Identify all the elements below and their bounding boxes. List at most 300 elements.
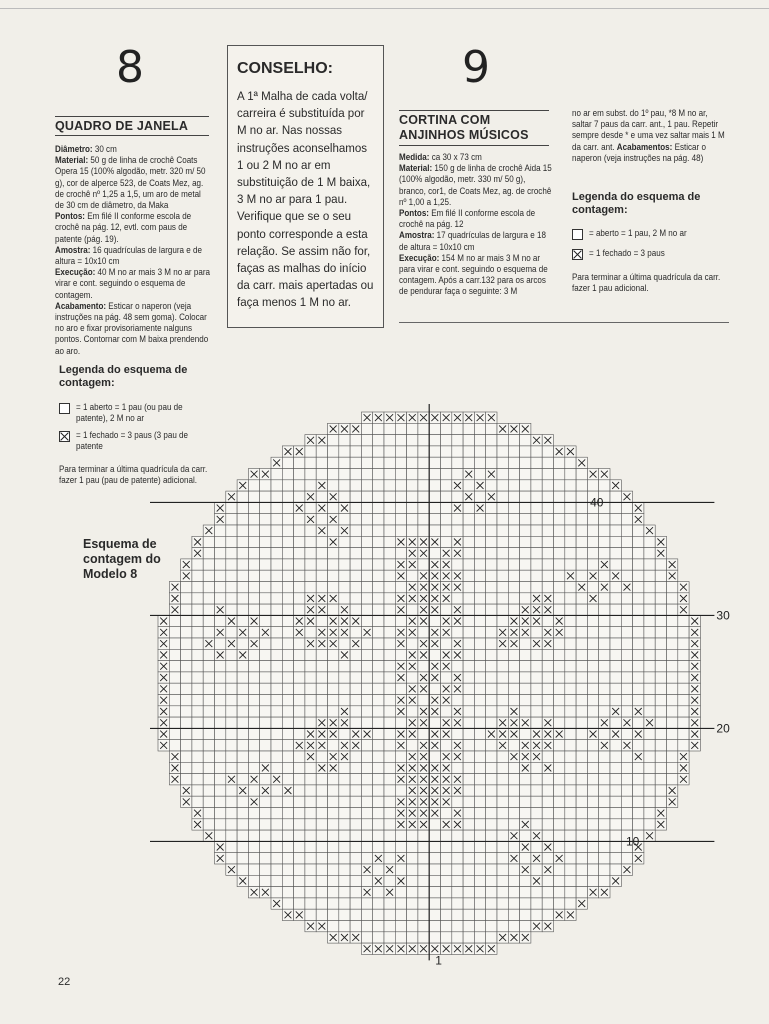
chart-cell (384, 808, 395, 819)
chart-cell (531, 819, 542, 830)
chart-cell (554, 706, 565, 717)
chart-cell (350, 909, 361, 920)
chart-cell (554, 661, 565, 672)
chart-cell (373, 762, 384, 773)
spec-text: 150 g de linha de crochê Aida 15 (100% algodão, metr. 330 m/ 50 g), branco, cor1, de Coats Mez, ag. de crochê nº 1,00 a 1,25. (399, 163, 552, 208)
chart-cell (260, 593, 271, 604)
chart-cell (497, 841, 508, 852)
chart-cell (508, 921, 519, 932)
chart-cell (463, 728, 474, 739)
chart-cell (599, 480, 610, 491)
chart-cell (271, 683, 282, 694)
chart-cell (328, 683, 339, 694)
chart-cell (215, 638, 226, 649)
chart-cell (181, 672, 192, 683)
chart-cell (339, 491, 350, 502)
chart-cell (294, 480, 305, 491)
chart-cell (395, 446, 406, 457)
chart-cell (316, 683, 327, 694)
chart-cell (576, 808, 587, 819)
chart-cell (361, 841, 372, 852)
chart-cell (554, 774, 565, 785)
chart-cell (474, 841, 485, 852)
chart-cell (644, 672, 655, 683)
chart-cell (282, 604, 293, 615)
chart-cell (305, 672, 316, 683)
chart-cell (203, 796, 214, 807)
chart-cell (441, 887, 452, 898)
chart-cell (554, 808, 565, 819)
chart-cell (655, 604, 666, 615)
chart-cell (610, 841, 621, 852)
chart-cell (497, 853, 508, 864)
chart-cell (339, 469, 350, 480)
chart-cell (429, 502, 440, 513)
chart-cell (542, 695, 553, 706)
chart-cell (260, 548, 271, 559)
chart-cell (418, 728, 429, 739)
chart-cell (621, 853, 632, 864)
chart-cell (474, 559, 485, 570)
chart-cell (373, 808, 384, 819)
chart-cell (576, 502, 587, 513)
chart-cell (305, 796, 316, 807)
chart-cell (474, 819, 485, 830)
chart-cell (463, 683, 474, 694)
chart-cell (169, 638, 180, 649)
chart-cell (621, 570, 632, 581)
chart-cell (508, 762, 519, 773)
chart-cell (644, 559, 655, 570)
chart-cell (508, 480, 519, 491)
chart-cell (587, 695, 598, 706)
chart-cell (576, 514, 587, 525)
chart-cell (576, 774, 587, 785)
chart-cell (486, 683, 497, 694)
chart-cell (452, 887, 463, 898)
chart-cell (644, 808, 655, 819)
chart-cell (384, 491, 395, 502)
chart-cell (350, 875, 361, 886)
chart-cell (248, 695, 259, 706)
chart-cell (418, 469, 429, 480)
chart-cell (587, 615, 598, 626)
chart-cell (542, 898, 553, 909)
finish-label: Acabamentos: (616, 141, 673, 153)
chart-cell (350, 819, 361, 830)
chart-cell (667, 695, 678, 706)
chart-cell (633, 762, 644, 773)
chart-cell (328, 909, 339, 920)
chart-cell (294, 785, 305, 796)
chart-cell (282, 898, 293, 909)
row-label-30: 30 (716, 608, 730, 623)
chart-cell (294, 819, 305, 830)
chart-cell (181, 717, 192, 728)
chart-cell (463, 604, 474, 615)
chart-cell (486, 649, 497, 660)
chart-cell (203, 559, 214, 570)
chart-cell (565, 762, 576, 773)
chart-cell (361, 604, 372, 615)
chart-cell (203, 570, 214, 581)
chart-cell (260, 604, 271, 615)
chart-cell (486, 559, 497, 570)
chart-cell (384, 774, 395, 785)
chart-cell (474, 446, 485, 457)
spec-label: Amostra: (55, 244, 91, 256)
chart-cell (508, 695, 519, 706)
chart-cell (350, 604, 361, 615)
chart-cell (339, 819, 350, 830)
chart-cell (587, 536, 598, 547)
chart-cell (350, 672, 361, 683)
chart-cell (215, 570, 226, 581)
chart-cell (328, 548, 339, 559)
chart-cell (271, 785, 282, 796)
chart-cell (678, 740, 689, 751)
chart-cell (384, 435, 395, 446)
chart-cell (350, 469, 361, 480)
chart-cell (441, 909, 452, 920)
chart-cell (678, 649, 689, 660)
chart-cell (463, 582, 474, 593)
chart-cell (407, 502, 418, 513)
chart-cell (384, 457, 395, 468)
chart-cell (282, 593, 293, 604)
chart-cell (474, 887, 485, 898)
chart-cell (305, 661, 316, 672)
chart-cell (474, 570, 485, 581)
chart-cell (474, 808, 485, 819)
chart-cell (339, 909, 350, 920)
chart-cell (350, 887, 361, 898)
chart-cell (633, 785, 644, 796)
chart-cell (395, 582, 406, 593)
chart-cell (215, 695, 226, 706)
chart-cell (237, 751, 248, 762)
chart-cell (621, 683, 632, 694)
model-9-spec-2 (399, 208, 552, 230)
chart-cell (497, 548, 508, 559)
chart-cell (271, 491, 282, 502)
chart-cell (599, 627, 610, 638)
chart-cell (508, 491, 519, 502)
chart-cell (610, 762, 621, 773)
chart-cell (441, 841, 452, 852)
chart-cell (373, 830, 384, 841)
chart-cell (531, 683, 542, 694)
chart-cell (633, 661, 644, 672)
chart-cell (565, 774, 576, 785)
chart-cell (395, 864, 406, 875)
chart-cell (181, 627, 192, 638)
chart-cell (169, 740, 180, 751)
chart-cell (361, 469, 372, 480)
chart-cell (599, 728, 610, 739)
chart-cell (621, 672, 632, 683)
chart-cell (644, 762, 655, 773)
chart-cell (294, 649, 305, 660)
chart-cell (260, 514, 271, 525)
chart-cell (282, 649, 293, 660)
chart-cell (486, 921, 497, 932)
chart-cell (294, 751, 305, 762)
chart-cell (237, 728, 248, 739)
chart-cell (237, 853, 248, 864)
chart-cell (508, 502, 519, 513)
chart-cell (248, 875, 259, 886)
chart-cell (203, 627, 214, 638)
chart-cell (520, 638, 531, 649)
chart-cell (486, 751, 497, 762)
chart-cell (418, 695, 429, 706)
chart-cell (260, 525, 271, 536)
chart-cell (655, 695, 666, 706)
chart-cell (531, 582, 542, 593)
chart-cell (226, 830, 237, 841)
chart-cell (667, 706, 678, 717)
chart-cell (463, 502, 474, 513)
chart-cell (418, 887, 429, 898)
chart-cell (384, 751, 395, 762)
chart-cell (384, 695, 395, 706)
chart-cell (554, 480, 565, 491)
chart-cell (384, 469, 395, 480)
chart-cell (361, 785, 372, 796)
chart-cell (373, 582, 384, 593)
chart-cell (237, 491, 248, 502)
spec-text: 50 g de linha de crochê Coats Opera 15 (100% algodão, metr. 320 m/ 50 g), cor de alperce 523, de Coats Mez, ag. de crochê nº 1,25 a 1,5, um aro de metal de 30 cm de diâmetro, da Maka (55, 155, 206, 212)
chart-cell (248, 830, 259, 841)
chart-cell (215, 796, 226, 807)
chart-cell (350, 683, 361, 694)
chart-cell (554, 548, 565, 559)
spec-label: Diâmetro: (55, 144, 93, 155)
chart-cell (339, 796, 350, 807)
chart-cell (610, 649, 621, 660)
chart-cell (497, 469, 508, 480)
chart-cell (350, 514, 361, 525)
chart-cell (407, 525, 418, 536)
chart-cell (373, 672, 384, 683)
spec-text: Em filé II conforme escola de crochê na pág. 12 (399, 208, 536, 231)
advice-text: A 1ª Malha de cada volta/ carreira é substituída por M no ar. Nas nossas instruções aconselhamos 1 ou 2 M no ar em substituição de 1 M baixa, 3 M no ar para 1 pau. Verifique que se o seu ponto corresponde a esta relação. Se assim não for, faças as malhas do início da carr. mais apertadas ou faça menos 1 M no ar. (237, 89, 374, 310)
chart-cell (373, 898, 384, 909)
chart-cell (520, 728, 531, 739)
chart-cell (633, 604, 644, 615)
chart-cell (237, 683, 248, 694)
chart-cell (633, 593, 644, 604)
chart-cell (328, 740, 339, 751)
chart-cell (542, 774, 553, 785)
chart-cell (441, 446, 452, 457)
chart-cell (655, 649, 666, 660)
chart-cell (441, 808, 452, 819)
chart-cell (373, 491, 384, 502)
chart-cell (237, 841, 248, 852)
chart-cell (203, 819, 214, 830)
chart-cell (339, 570, 350, 581)
chart-cell (418, 627, 429, 638)
chart-cell (316, 469, 327, 480)
chart-cell (621, 808, 632, 819)
chart-cell (531, 841, 542, 852)
chart-cell (520, 593, 531, 604)
chart-cell (395, 887, 406, 898)
chart-cell (542, 446, 553, 457)
chart-cell (328, 649, 339, 660)
chart-cell (497, 785, 508, 796)
chart-cell (373, 627, 384, 638)
chart-cell (384, 841, 395, 852)
chart-cell (226, 502, 237, 513)
chart-cell (463, 559, 474, 570)
chart-cell (192, 717, 203, 728)
chart-cell (384, 909, 395, 920)
chart-cell (271, 751, 282, 762)
chart-cell (531, 785, 542, 796)
chart-cell (350, 808, 361, 819)
chart-cell (554, 457, 565, 468)
chart-cell (599, 638, 610, 649)
chart-cell (508, 796, 519, 807)
chart-cell (328, 604, 339, 615)
chart-cell (215, 717, 226, 728)
chart-cell (384, 717, 395, 728)
chart-cell (328, 898, 339, 909)
chart-cell (350, 570, 361, 581)
chart-cell (407, 864, 418, 875)
chart-cell (474, 435, 485, 446)
legend-open-text: = 1 aberto = 1 pau (ou pau de patente), 2 M no ar (76, 402, 183, 425)
chart-cell (373, 649, 384, 660)
chart-cell (678, 672, 689, 683)
chart-cell (463, 796, 474, 807)
chart-cell (418, 491, 429, 502)
chart-cell (508, 672, 519, 683)
chart-cell (395, 525, 406, 536)
chart-cell (248, 570, 259, 581)
chart-cell (395, 435, 406, 446)
chart-cell (429, 469, 440, 480)
chart-cell (373, 661, 384, 672)
chart-cell (328, 570, 339, 581)
chart-cell (339, 830, 350, 841)
model-9-spec-1 (399, 163, 552, 208)
chart-cell (373, 548, 384, 559)
chart-cell (316, 898, 327, 909)
chart-cell (339, 853, 350, 864)
chart-cell (655, 728, 666, 739)
chart-cell (237, 661, 248, 672)
chart-cell (316, 615, 327, 626)
chart-cell (407, 435, 418, 446)
chart-cell (271, 469, 282, 480)
chart-cell (667, 672, 678, 683)
chart-cell (316, 446, 327, 457)
chart-cell (587, 808, 598, 819)
chart-cell (181, 638, 192, 649)
chart-cell (542, 706, 553, 717)
chart-cell (531, 514, 542, 525)
chart-cell (486, 570, 497, 581)
chart-cell (328, 446, 339, 457)
chart-cell (282, 808, 293, 819)
chart-cell (474, 593, 485, 604)
chart-cell (271, 559, 282, 570)
chart-cell (508, 525, 519, 536)
chart-cell (452, 841, 463, 852)
chart-cell (407, 887, 418, 898)
chart-cell (328, 525, 339, 536)
chart-cell (373, 706, 384, 717)
chart-cell (226, 751, 237, 762)
chart-cell (282, 717, 293, 728)
spec-text: Em filé II conforme escola de crochê na pág. 12, evtl. com paus de patente (pág. 19). (55, 211, 192, 245)
chart-cell (305, 502, 316, 513)
spec-text: 154 M no ar mais 3 M no ar para virar e cont. seguindo o esquema de contagem. Após a carr.132 para os arcos de pendurar faça o seguinte: 3 M (399, 252, 548, 298)
chart-cell (520, 536, 531, 547)
chart-cell (554, 717, 565, 728)
chart-cell (463, 751, 474, 762)
chart-cell (463, 672, 474, 683)
chart-cell (384, 502, 395, 513)
chart-cell (633, 683, 644, 694)
chart-cell (565, 457, 576, 468)
chart-cell (294, 887, 305, 898)
chart-cell (463, 514, 474, 525)
model-9-specs (399, 152, 552, 298)
chart-cell (429, 548, 440, 559)
chart-cell (237, 864, 248, 875)
chart-cell (429, 491, 440, 502)
chart-cell (282, 706, 293, 717)
chart-cell (361, 593, 372, 604)
chart-cell (192, 751, 203, 762)
chart-cell (350, 548, 361, 559)
chart-cell (328, 559, 339, 570)
chart-cell (474, 615, 485, 626)
chart-cell (384, 796, 395, 807)
chart-cell (169, 649, 180, 660)
chart-cell (407, 570, 418, 581)
chart-cell (644, 796, 655, 807)
chart-cell (508, 887, 519, 898)
chart-cell (655, 762, 666, 773)
chart-cell (169, 615, 180, 626)
chart-cell (463, 593, 474, 604)
chart-cell (169, 627, 180, 638)
model-9-legend-title: Legenda do esquema de contagem: (572, 191, 701, 216)
chart-cell (531, 762, 542, 773)
chart-cell (463, 830, 474, 841)
chart-cell (576, 559, 587, 570)
chart-cell (328, 695, 339, 706)
chart-cell (350, 830, 361, 841)
chart-cell (260, 638, 271, 649)
chart-cell (395, 683, 406, 694)
chart-cell (621, 502, 632, 513)
chart-cell (215, 536, 226, 547)
chart-cell (531, 559, 542, 570)
chart-cell (339, 785, 350, 796)
chart-cell (181, 762, 192, 773)
chart-cell (441, 706, 452, 717)
chart-cell (260, 695, 271, 706)
chart-cell (373, 502, 384, 513)
chart-cell (384, 898, 395, 909)
